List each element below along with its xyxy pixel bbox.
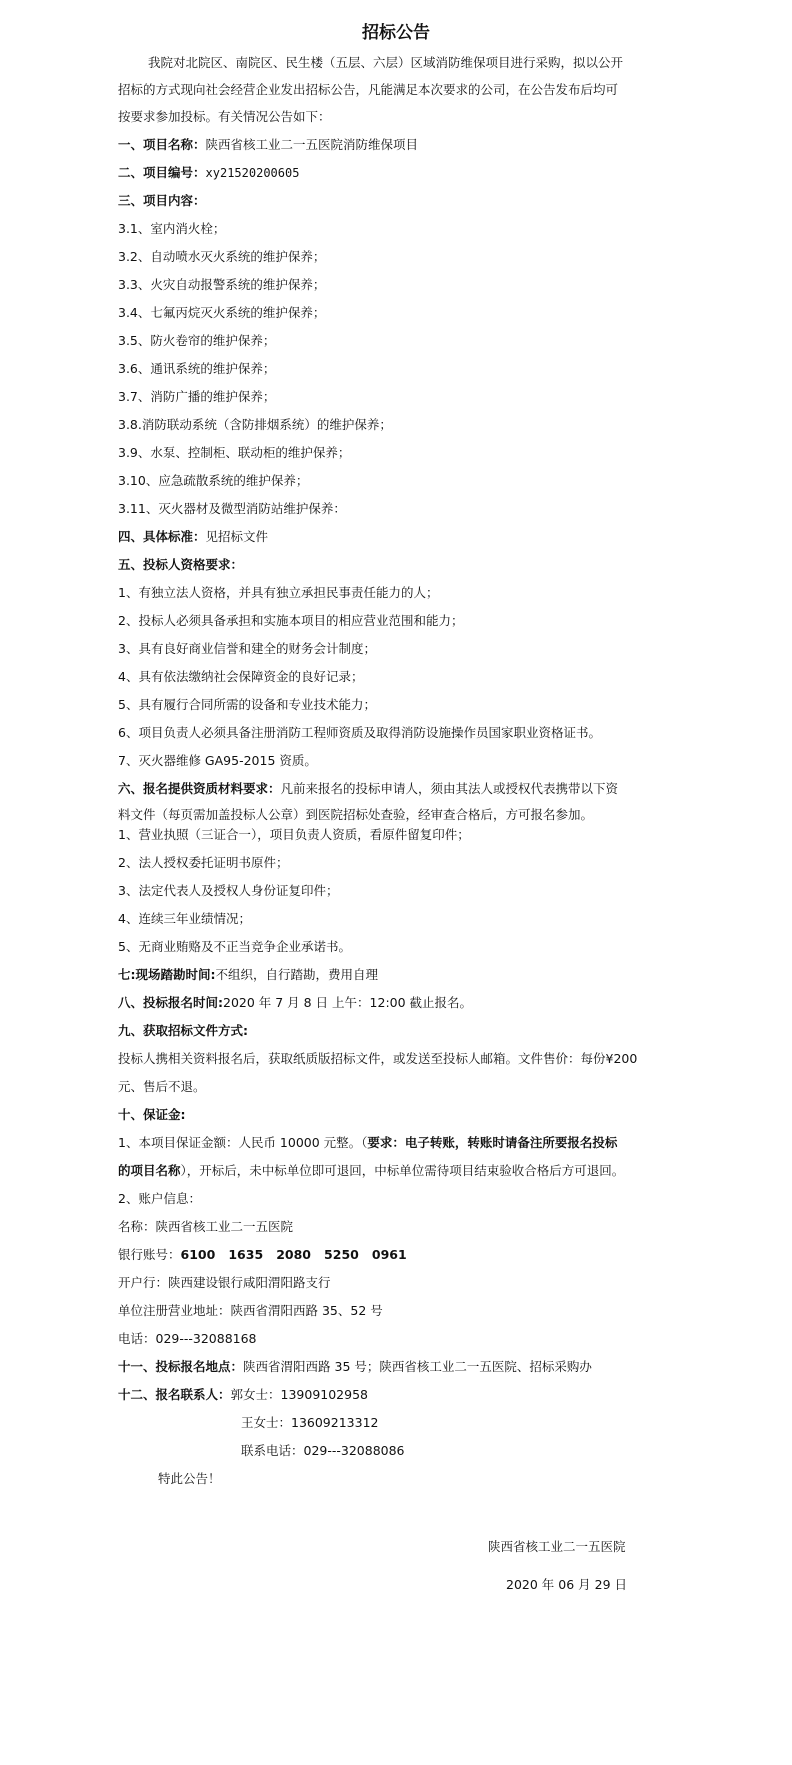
section-1	[118, 136, 418, 154]
section-8	[118, 994, 472, 1012]
section-1-label: 一、项目名称：	[118, 137, 206, 152]
intro-line-3: 按要求参加投标。有关情况公告如下：	[118, 109, 331, 124]
section-7	[118, 966, 378, 984]
list-item: 3、具有良好商业信誉和建全的财务会计制度；	[118, 641, 376, 656]
list-item: 3.6、通讯系统的维护保养；	[118, 361, 276, 376]
section-6-value-cont: 料文件（每页需加盖投标人公章）到医院招标处查验，经审查合格后，方可报名参加。	[118, 807, 594, 822]
deposit-line-1	[118, 1134, 617, 1152]
account-name: 名称：陕西省核工业二一五医院	[118, 1219, 294, 1234]
account-number	[118, 1246, 407, 1264]
list-item: 1、营业执照（三证合一），项目负责人资质，看原件留复印件；	[118, 827, 470, 842]
contact-2: 王女士：13609213312	[241, 1415, 379, 1430]
intro-line-1: 我院对北院区、南院区、民生楼（五层、六层）区域消防维保项目进行采购，拟以公开	[148, 55, 624, 70]
section-8-value: 2020 年 7 月 8 日 上午：12:00 截止报名。	[223, 995, 473, 1010]
section-9-line-2: 元、售后不退。	[118, 1079, 206, 1094]
contact-1: 郭女士：13909102958	[230, 1387, 368, 1402]
signature: 陕西省核工业二一五医院	[488, 1539, 626, 1554]
list-item: 3.4、七氟丙烷灭火系统的维护保养；	[118, 305, 326, 320]
list-item: 3.9、水泵、控制柜、联动柜的维护保养；	[118, 445, 351, 460]
account-number-value: 6100 1635 2080 5250 0961	[180, 1247, 407, 1262]
section-12	[118, 1386, 368, 1404]
section-9-label: 九、获取招标文件方式:	[118, 1023, 248, 1038]
account-address: 单位注册营业地址：陕西省渭阳西路 35、52 号	[118, 1303, 383, 1318]
section-6-value: 凡前来报名的投标申请人，须由其法人或授权代表携带以下资	[280, 781, 619, 796]
section-4-value: 见招标文件	[205, 529, 269, 544]
list-item: 3.10、应急疏散系统的维护保养；	[118, 473, 309, 488]
page-title: 招标公告	[362, 23, 430, 43]
list-item: 3.11、灭火器材及微型消防站维护保养：	[118, 501, 346, 516]
section-6	[118, 780, 618, 798]
section-2-label: 二、项目编号：	[118, 165, 206, 180]
account-phone: 电话：029---32088168	[118, 1331, 257, 1346]
list-item: 4、连续三年业绩情况；	[118, 911, 251, 926]
section-12-label: 十二、报名联系人：	[118, 1387, 231, 1402]
section-7-label: 七:现场踏勘时间:	[118, 967, 216, 982]
list-item: 3.3、火灾自动报警系统的维护保养；	[118, 277, 326, 292]
section-11-label: 十一、投标报名地点：	[118, 1359, 244, 1374]
list-item: 4、具有依法缴纳社会保障资金的良好记录；	[118, 669, 364, 684]
section-6-label: 六、报名提供资质材料要求：	[118, 781, 281, 796]
list-item: 3.2、自动喷水灭火系统的维护保养；	[118, 249, 326, 264]
section-2-value: xy21520200605	[205, 166, 300, 180]
list-item: 7、灭火器维修 GA95-2015 资质。	[118, 753, 317, 768]
section-1-value: 陕西省核工业二一五医院消防维保项目	[205, 137, 419, 152]
section-8-label: 八、投标报名时间:	[118, 995, 223, 1010]
section-2	[118, 164, 299, 182]
deposit-line-2	[118, 1162, 624, 1180]
section-4-label: 四、具体标准：	[118, 529, 206, 544]
list-item: 5、无商业贿赂及不正当竞争企业承诺书。	[118, 939, 351, 954]
account-bank: 开户行：陕西建设银行咸阳渭阳路支行	[118, 1275, 331, 1290]
section-11	[118, 1358, 592, 1376]
section-11-value: 陕西省渭阳西路 35 号；陕西省核工业二一五医院、招标采购办	[243, 1359, 592, 1374]
list-item: 3、法定代表人及授权人身份证复印件；	[118, 883, 339, 898]
deposit-refund: ），开标后，未中标单位即可退回，中标单位需待项目结束验收合格后方可退回。	[180, 1163, 625, 1178]
intro-line-2: 招标的方式现向社会经营企业发出招标公告，凡能满足本次要求的公司，在公告发布后均可	[118, 82, 619, 97]
closing-text: 特此公告！	[158, 1471, 221, 1486]
section-7-value: 不组织，自行踏勘，费用自理	[215, 967, 379, 982]
deposit-amount: 1、本项目保证金额：人民币 10000 元整。（	[118, 1135, 368, 1150]
list-item: 2、法人授权委托证明书原件；	[118, 855, 289, 870]
list-item: 3.5、防火卷帘的维护保养；	[118, 333, 276, 348]
list-item: 3.8.消防联动系统（含防排烟系统）的维护保养；	[118, 417, 392, 432]
list-item: 3.7、消防广播的维护保养；	[118, 389, 276, 404]
list-item: 1、有独立法人资格，并具有独立承担民事责任能力的人；	[118, 585, 439, 600]
deposit-requirement-cont: 的项目名称	[118, 1163, 181, 1178]
list-item: 3.1、室内消火栓；	[118, 221, 226, 236]
list-item: 2、投标人必须具备承担和实施本项目的相应营业范围和能力；	[118, 613, 464, 628]
section-4	[118, 528, 268, 546]
list-item: 5、具有履行合同所需的设备和专业技术能力；	[118, 697, 376, 712]
section-10-label: 十、保证金:	[118, 1107, 186, 1122]
account-number-label: 银行账号：	[118, 1247, 181, 1262]
contact-3: 联系电话：029---32088086	[241, 1443, 405, 1458]
issue-date: 2020 年 06 月 29 日	[506, 1577, 627, 1592]
section-9-line-1: 投标人携相关资料报名后，获取纸质版招标文件，或发送至投标人邮箱。文件售价：每份¥200	[118, 1051, 638, 1066]
account-info-label: 2、账户信息：	[118, 1191, 201, 1206]
list-item: 6、项目负责人必须具备注册消防工程师资质及取得消防设施操作员国家职业资格证书。	[118, 725, 601, 740]
section-3-label: 三、项目内容：	[118, 193, 206, 208]
deposit-requirement: 要求：电子转账，转账时请备注所要报名投标	[367, 1135, 618, 1150]
section-5-label: 五、投标人资格要求：	[118, 557, 244, 572]
